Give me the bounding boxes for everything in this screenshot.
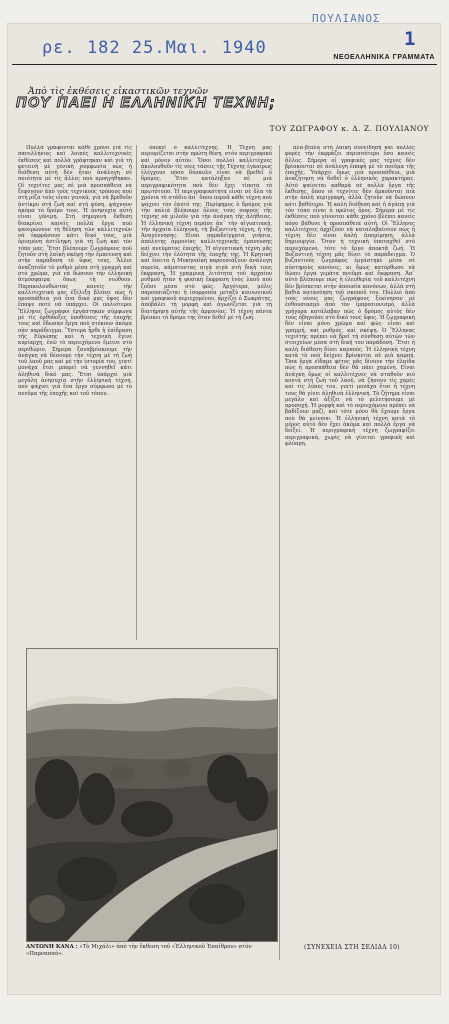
painting-reproduction bbox=[26, 648, 278, 942]
landscape-illustration bbox=[27, 649, 277, 941]
column-divider bbox=[279, 145, 280, 960]
painter-signature: A. Kava bbox=[239, 927, 267, 935]
article-column-2 bbox=[141, 145, 272, 640]
publication-name: ΝΕΟΕΛΛΗΝΙΚΑ ΓΡΑΜΜΑΤΑ bbox=[333, 54, 435, 61]
article-headline: ΠΟΥ ΠΑΕΙ Η ΕΛΛΗΝΙΚΗ ΤΕΧΝΗ; bbox=[16, 95, 276, 111]
handwritten-name: ΠΟΥΛΙΑΝΟΣ bbox=[312, 12, 381, 25]
caption-artist: ΑΝΤΩΝΗ ΚΑΝΑ : bbox=[26, 944, 78, 950]
column-text: πλα-βίπλα στὴ λαϊκὴ συνείδηση καὶ πολλὲς φορὲς τὴν ἐκφράζει περισσότερο ὅσο κανεὶς ἄλλος. Σήμερα οἱ γραφικὲς μας τέχνες δὲν βρίσκονται σὲ ἀνάλογη ἐπαφὴ μὲ τὸ πνεῦμα τῆς ἐποχῆς. Ὑπάρχει ὅμως μιὰ προσπάθεια, μιὰ ἀναζήτηση νὰ δοθεῖ ὁ ἑλληνικὸς χαρακτήρας. Αὐτὸ φαίνεται καθαρὰ σὲ πολλὰ ἔργα τῆς ἔκθεσης, ὅπου οἱ τεχνίτες δὲν ἀρκοῦνται πιὰ στὴν ἁπλὴ περιγραφή, ἀλλὰ ζητοῦν νὰ δώσουν κάτι βαθύτερο. Ἡ καλὴ διάθεση καὶ ἡ ἀγάπη γιὰ τὸν τόπο εἶναι ὁ πρῶτος ὅρος. Σήμερα μὲ τὶς ἐκθέσεις ποὺ γίνονται κάθε χρόνο βλέπει κανεὶς πόσο βάθυνε ἡ προσπάθεια αὐτή. Οἱ Ἕλληνες καλλιτέχνες ἀρχίζουν νὰ καταλαβαίνουν πὼς ἡ τέχνη δὲν εἶναι ἁπλὴ ἀπομίμηση, ἀλλὰ δημιουργία. Ὅταν ἡ τεχνικὴ ὑποταχθεῖ στὸ περιεχόμενο, τότε τὸ ἔργο ἀποκτᾶ ζωή. Ἡ Βυζαντινὴ τέχνη μᾶς δίνει τὸ παράδειγμα. Ὁ βυζαντινὸς ζωγράφος ἐργάστηκε μέσα σὲ αὐστηροὺς κανόνες, κι ὅμως κατόρθωσε νὰ δώσει ἔργα γεμάτα πνεῦμα καὶ ἔκφραση. Ἀπ᾽ αὐτὸ βλέπουμε πὼς ἡ ἐλευθερία τοῦ καλλιτέχνη δὲν βρίσκεται στὴν ἀπουσία κανόνων, ἀλλὰ στὴ βαθιὰ κατανόηση τοῦ σκοποῦ του. Πολλοὶ ἀπὸ τοὺς νέους μας ζωγράφους ξεκίνησαν μὲ ἐνθουσιασμὸ ἀπὸ τὸν ἰμπρεσιονισμό, ἀλλὰ γρήγορα κατάλαβαν πὼς ὁ δρόμος αὐτὸς δὲν τοὺς ὁδηγοῦσε στὸ δικό τους ὕφος. Ἡ ζωγραφικὴ δὲν εἶναι μόνο χρῶμα καὶ φῶς· εἶναι καὶ γραμμή, καὶ ρυθμός, καὶ σκέψη. Ὁ Ἕλληνας τεχνίτης πρέπει νὰ βρεῖ τὴ σύνθεση αὐτῶν τῶν στοιχείων μέσα στὴ δική του παράδοση. Ἔτσι ἡ καλὴ διάθεση δίνει καρπούς. Ἡ ἑλληνικὴ τέχνη κατὰ τὸ ποὺ δείχνει βρίσκεται σὲ μιὰ καμπή. Ὅσα ἔργα εἴδαμε φέτος μᾶς δίνουν τὴν ἐλπίδα πὼς ἡ προσπάθεια δὲν θὰ πάει χαμένη. Εἶναι ἀνάγκη ὅμως οἱ καλλιτέχνες νὰ σταθοῦν πιὸ κοντὰ στὴ ζωὴ τοῦ λαοῦ, νὰ ζήσουν τὶς χαρὲς καὶ τὶς λύπες του, γιατὶ μονάχα ἔτσι ἡ τέχνη τους θὰ γίνει ἀληθινὰ ἑλληνική. Τὸ ζήτημα εἶναι μεγάλο καὶ ἀξίζει νὰ τὸ μελετήσουμε μὲ προσοχή. Ἡ μορφὴ καὶ τὸ περιεχόμενο πρέπει νὰ βαδίζουν μαζί, καὶ τότε μόνο θὰ ἔχουμε ἔργα ποὺ θὰ μείνουν. Ἡ ἑλληνικὴ τέχνη κατὰ τὸ μέρος αὐτὸ δὲν ἔχει ἀκόμα καὶ πολλὰ ἔργα νὰ δείξει. Ἡ περιγραφικὴ τέχνη ζωγραφίζει περιγραφικά, χωρὶς νὰ γίνεται γραφικὴ καὶ φλύαρη. bbox=[285, 145, 415, 447]
article-column-1 bbox=[18, 145, 132, 640]
header-rule bbox=[12, 64, 437, 65]
article-column-3 bbox=[285, 145, 415, 960]
column-text: ὑπεκεῖ ὁ καλλιτέχνης. Ἡ Τέχνη μας περιορίζεται στὴν πρώτη θέση, στὸν περιγραφικὸ καὶ μόνον αὐτόν. Ὅσοι πολλοὶ καλλιτέχνες ἀκολουθοῦν τὶς νέες τάσεις τῆς Τέχνης ἐγκαίρως ἐλέγχουν πόσο δύσκολο εἶναι νὰ βρεθεῖ ὁ δρόμος. Ἔτσι κατάληξαν σὲ μιὰ περιγραφικότητα ποὺ δὲν ἔχει τίποτα τὸ πρωτότυπο. Ἡ περιγραφικότητα εἶναι σὲ ὅλα τὰ χρόνια τὸ στάδιο ἀπ᾽ ὅπου περνᾶ κάθε τέχνη ποὺ ψάχνει τὸν ἑαυτό της. Περίφημος ὁ δρόμος γιὰ τὴν παλιὰ βλέπουμε ὅλους τοὺς σοφοὺς τῆς τέχνης νὰ μιλοῦν γιὰ τὴν ἀνάγκη τῆς ἀλήθειας. Ἡ ἑλληνικὴ τέχνη περάσε ἀπ᾽ τὴν αἰγυπτιακή, τὴν ἀρχαία ἑλληνική, τὴ βυζαντινὴ τέχνη, ἡ τῆς Ἀναγέννησης. Εἶναι παραδείγματα γνήσια, ἀπόλυτης ἁρμονίας καλλιτεχνικῆς ἐμπνευσης καὶ πνεύματος ἐποχῆς. Ἡ αἰγυπτιακὴ τέχνη μᾶς δείχνει τὴν ἑλότητα τῆς ἐποχῆς της. Ἡ Κρητικὴ καὶ ἔπειτα ἡ Μυκηναϊκὴ παρουσιάζουν ἀνάλογη πορεία, κάμπτοντας σιγὰ σιγὰ στὴ δική τους ἔκφραση. Ἡ γραμμικὴ λιτότητα τοῦ ἀρχαίου ρυθμοῦ ἦταν ἡ φυσικὴ ἔκφραση ἑνὸς λαοῦ ποὺ ζοῦσε μέσα στὸ φῶς. Ἀργότερα, μόλις παρουσιάζεται ἡ ἰσορροπία μεταξὺ κοινωνικοῦ καὶ γραφικοῦ περιεχομένου, ἀρχίζει ὁ Σωκράτης, ἀποβάλει τὴ μορφὴ καὶ ἀγωνίζεται γιὰ τὴ διατήρηση αὐτῆς τῆς ἁρμονίας. Ἡ τέχνη πάντα βρίσκει τὸ δρόμο της ὅταν δεθεῖ μὲ τὴ ζωή. bbox=[141, 145, 272, 322]
column-text: Πολλὰ γράφονται κάθε χρόνο γιὰ τὶς πανελλήνιες καὶ λοιπὲς καλλιτεχνικὲς ἐκθέσεις καὶ πολλὰ γράφτηκαν καὶ γιὰ τὴ φετεινὴ μὲ γενικὴ συμφωνία πὼς ἡ διάθεση αὐτὴ δὲν ἦταν ἀνάλογη σὲ ποιότητα μὲ τὶς ἄλλες ποὺ προηγήθηκαν. Οἱ τεχνίτες μας σὲ μιὰ προσπάθεια νὰ ξεφύγουν ἀπὸ τοὺς τεχνικοὺς τρόπους ποὺ στὴ ρίζα τοὺς εἶναι γενικά, γιὰ νὰ βρεθοῦν ἀντίκρυ στὴ ζωὴ καὶ στὴ φύση, ψάχνουν ἀκόμα τὸ δρόμο τους. Ἡ ἀνησυχία αὐτὴ εἶναι γόνιμη. Στὴ σημερινὴ ἔκθεση διακρίνει κανεὶς πολλὰ ἔργα ποὺ φανερώνουν τὴ θέληση τῶν καλλιτεχνῶν νὰ ἐκφράσουν κάτι δικό τους, μιὰ ὁρισμένη ἀντίληψη γιὰ τὴ ζωὴ καὶ τὸν τόπο μας. Ἔτσι βλέπουμε ζωγράφους ποὺ ζητοῦν στὴ λαϊκὴ σκέψη τὴν ἔμπνευση καὶ στὴν παράδοση τὸ ὕφος τους. Ἄλλοι ἀναζητοῦν τὸ ρυθμὸ μέσα στὴ γραμμὴ καὶ στὸ χρῶμα, γιὰ νὰ δώσουν τὴν ἑλληνικὴ ἀτμόσφαιρα ὅπως τὴ νιώθουν. Παρακολουθώντας κανεὶς τὴν καλλιτεχνικὴ μας ἐξέλιξη βλέπει πὼς ἡ προσπάθεια γιὰ ἕνα δικό μας ὕφος δὲν ἔπαψε ποτὲ νὰ ὑπάρχει. Οἱ παλιότεροι Ἕλληνες ζωγράφοι ἐργάστηκαν σύμφωνα μὲ τὶς ὀρθόδοξες ὑποθέσεις τῆς ἐποχῆς τους καὶ ἔδωσαν ἔργα ποὺ στέκουν ἀκόμα σὰν παράδειγμα. Ὕστερα ἦρθε ἡ ἐπίδραση τῆς Εὐρώπης καὶ ἡ τεχνικὴ ἔγινε κυρίαρχη, ἐνῶ τὸ περιεχόμενο ἔμεινε στὸ περιθώριο. Σήμερα ξαναβρίσκουμε τὴν ἀνάγκη νὰ δέσουμε τὴν τέχνη μὲ τὴ ζωὴ τοῦ λαοῦ μας καὶ μὲ τὴν ἱστορία του, γιατὶ μονάχα ἔτσι μπορεῖ νὰ γεννηθεῖ κάτι ἀληθινὰ δικό μας. Ἔτσι ὑπάρχει μιὰ μεγάλη ἀνησυχία στὴν ἑλληνικὴ τέχνη, ποὺ ψάχνει γιὰ ἕνα ἔργο σύμφωνο μὲ τὸ πνεῦμα τῆς ἐποχῆς καὶ τοῦ τόπου. bbox=[18, 145, 132, 397]
continued-note: (ΣΥΝΕΧΕΙΑ ΣΤΗ ΣΕΛΙΔΑ 10) bbox=[304, 944, 400, 951]
painting-caption bbox=[26, 944, 286, 958]
handwritten-date: ρε. 182 25.Μαι. 1940 bbox=[42, 38, 267, 58]
handwritten-number: 1 bbox=[404, 28, 417, 50]
caption-text: «Τὸ Μιχάλι» ἀπὸ τὴν ἔκθεση τοῦ «Ἑλληνικοῦ Ἐπαίθρου» στὸν «Παρνασσό». bbox=[26, 944, 252, 957]
article-kicker: Ἀπὸ τὶς ἐκθέσεις εἰκαστικῶν τεχνῶν bbox=[28, 86, 209, 97]
column-divider bbox=[136, 145, 137, 640]
article-byline: ΤΟΥ ΖΩΓΡΑΦΟΥ κ. Δ. Ζ. ΠΟΥΛΙΑΝΟΥ bbox=[269, 124, 429, 133]
